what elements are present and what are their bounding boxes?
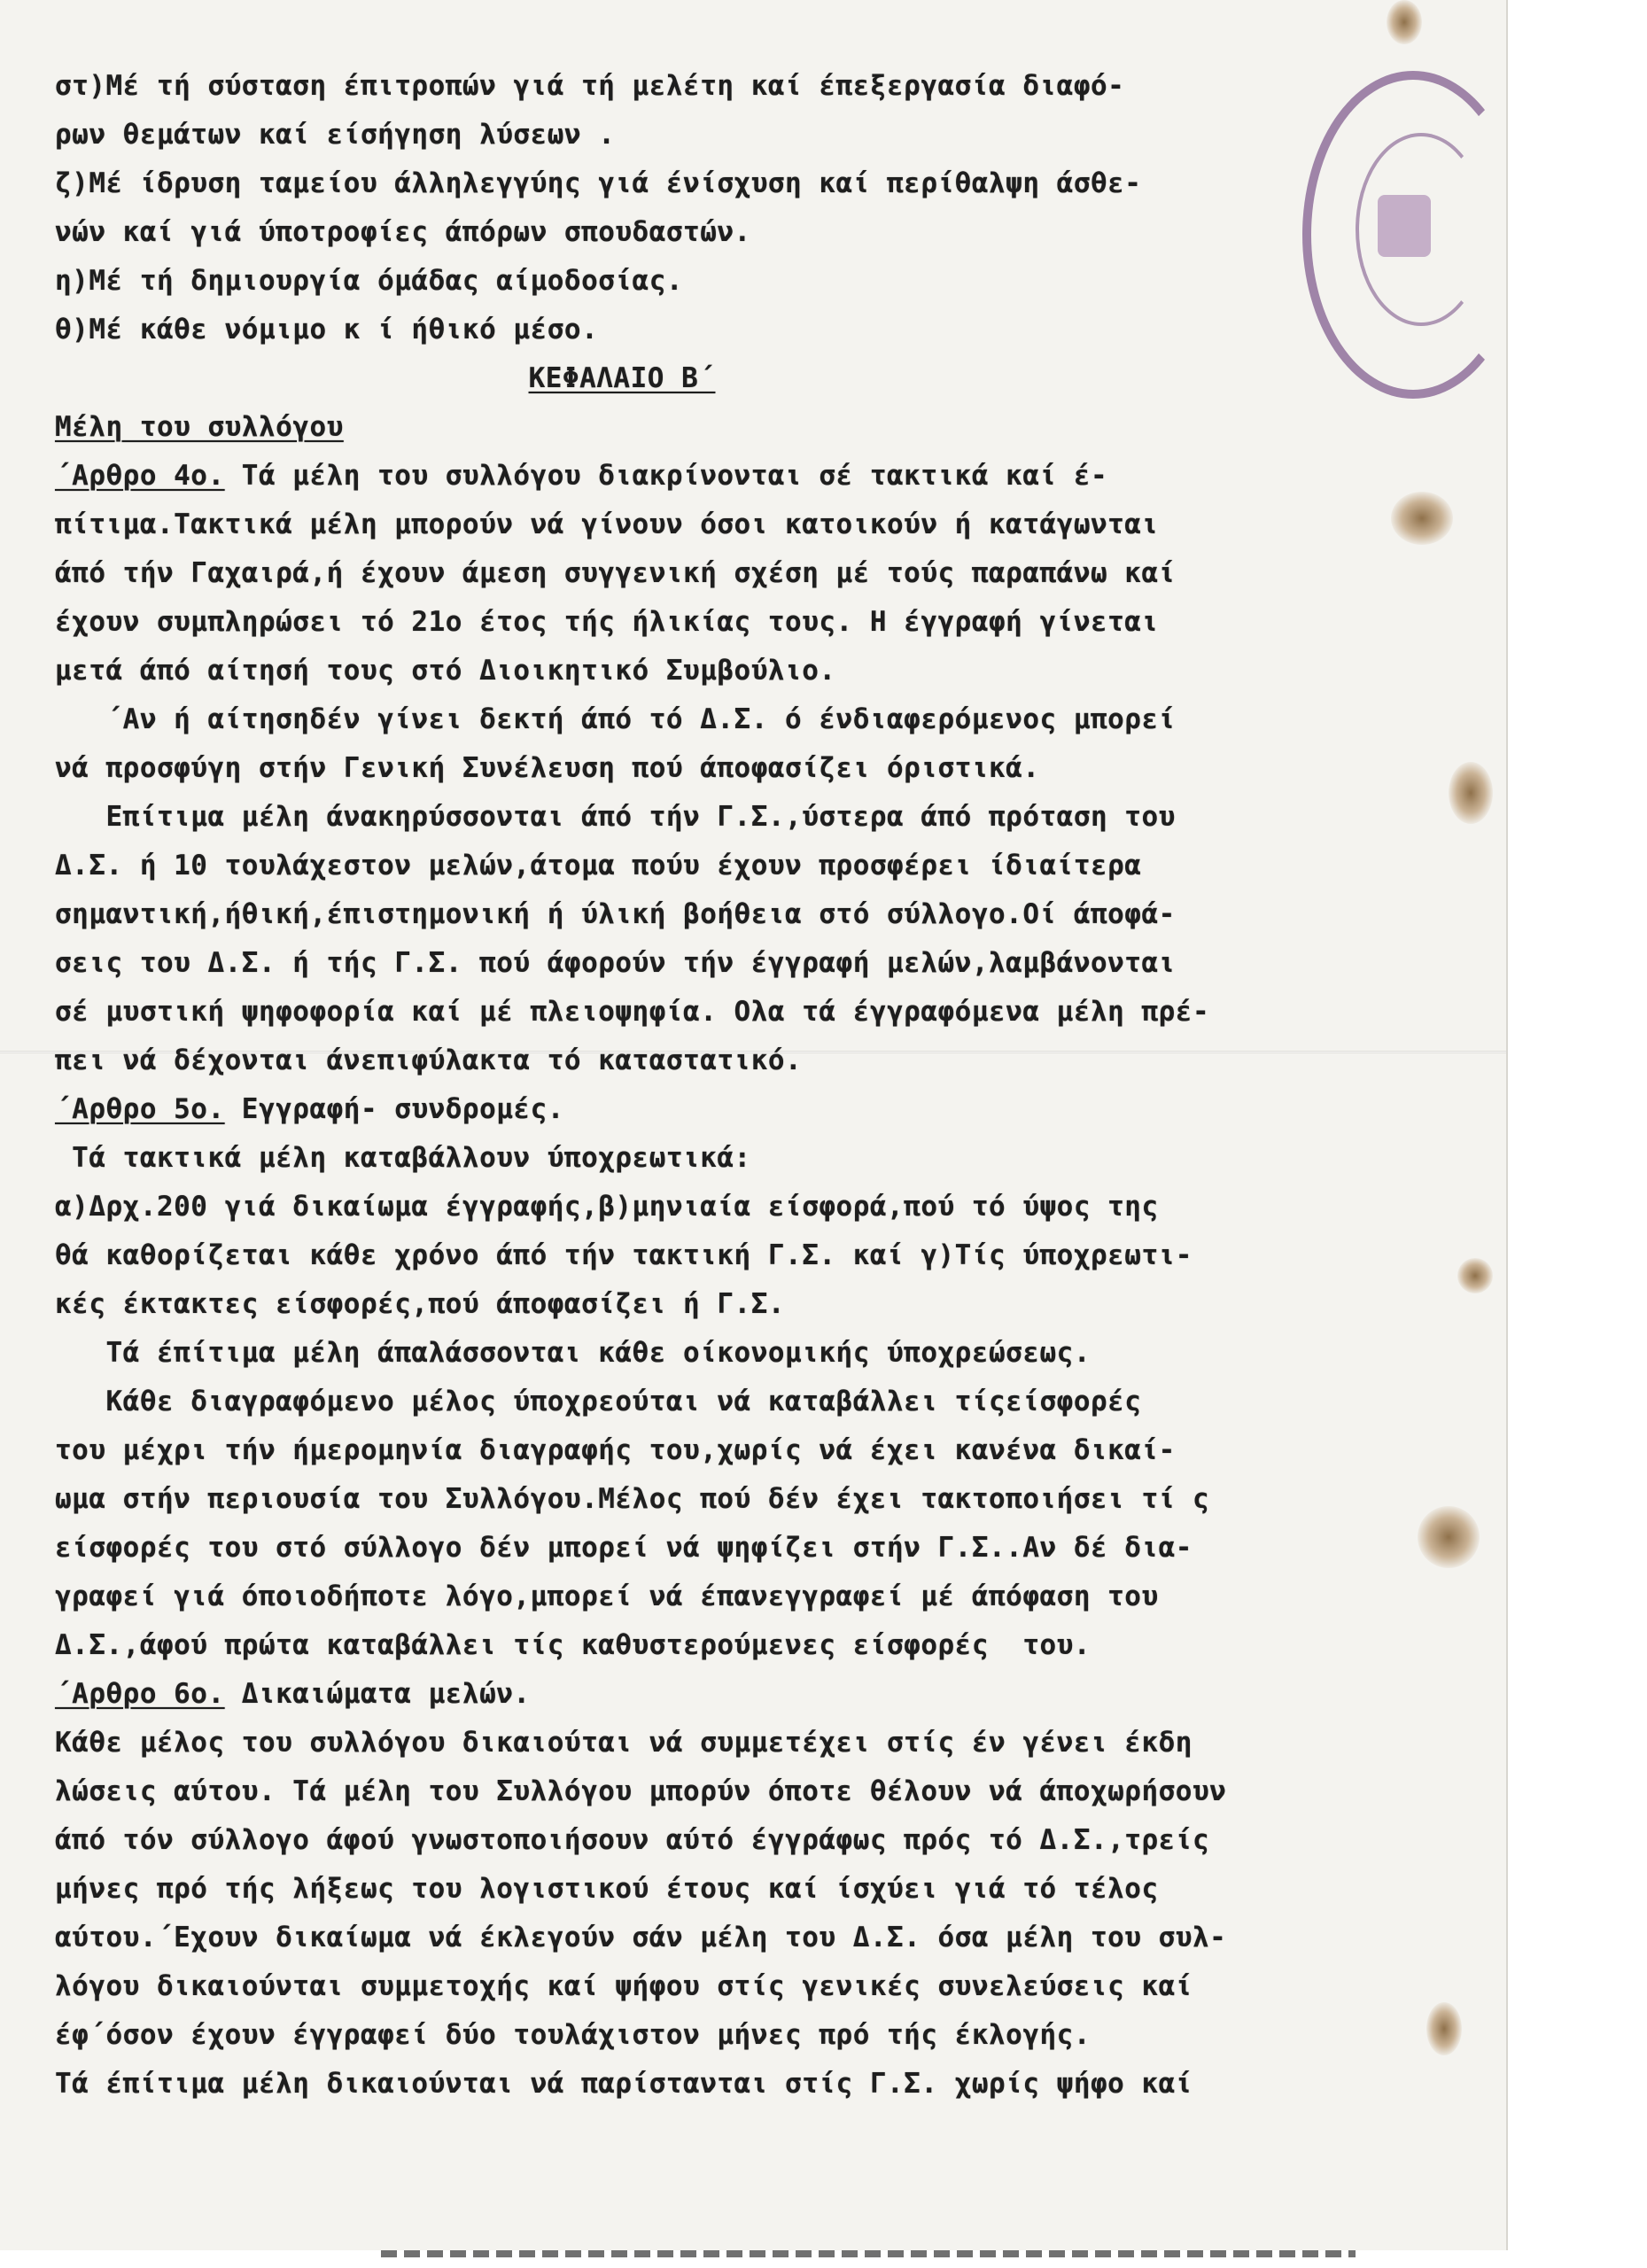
- text-line: σημαντική,ήθική,έπιστημονική ή ύλική βοήθεια στό σύλλογο.Οί άποφά-: [55, 898, 1176, 930]
- article-4-label: ΄Αρθρο 4ο.: [55, 460, 225, 492]
- stain-3: [1457, 1258, 1493, 1293]
- text-line: ΄Αν ή αίτησηδέν γίνει δεκτή άπό τό Δ.Σ. ό ένδιαφερόμενος μπορεί: [55, 703, 1176, 735]
- text-line: πει νά δέχονται άνεπιφύλακτα τό καταστατικό.: [55, 1045, 803, 1076]
- text-line: Τά έπίτιμα μέλη άπαλάσσονται κάθε οίκονομικής ύποχρεώσεως.: [55, 1337, 1091, 1369]
- chapter-heading: [55, 354, 1384, 403]
- article-6-heading: [55, 1670, 1384, 1719]
- text-line: Τά τακτικά μέλη καταβάλλουν ύποχρεωτικά:: [55, 1142, 751, 1174]
- article-6-title: Δικαιώματα μελών.: [224, 1678, 531, 1710]
- text-line: η)Μέ τή δημιουργία όμάδας αίμοδοσίας.: [55, 265, 684, 297]
- text-line: Επίτιμα μέλη άνακηρύσσονται άπό τήν Γ.Σ.,ύστερα άπό πρόταση του: [55, 801, 1176, 833]
- section-heading: [55, 403, 1384, 452]
- text-line: λόγου δικαιούνται συμμετοχής καί ψήφου στίς γενικές συνελεύσεις καί: [55, 1970, 1193, 2002]
- stain-4: [1418, 1506, 1480, 1568]
- text-line: γραφεί γιά όποιοδήποτε λόγο,μπορεί νά έπανεγγραφεί μέ άπόφαση του: [55, 1581, 1159, 1612]
- stain-5: [1426, 2002, 1462, 2055]
- stain-2: [1449, 762, 1493, 824]
- text-line: νά προσφύγη στήν Γενική Συνέλευση πού άποφασίζει όριστικά.: [55, 752, 1040, 784]
- text-line: άπό τήν Γαχαιρά,ή έχουν άμεση συγγενική σχέση μέ τούς παραπάνω καί: [55, 557, 1176, 589]
- text-line: κές έκτακτες είσφορές,πού άποφασίζει ή Γ.Σ.: [55, 1288, 786, 1320]
- text-line: έχουν συμπληρώσει τό 21ο έτος τής ήλικίας τους. Η έγγραφή γίνεται: [55, 606, 1159, 638]
- text-line: Δ.Σ.,άφού πρώτα καταβάλλει τίς καθυστερούμενες είσφορές του.: [55, 1629, 1091, 1661]
- text-line: είσφορές του στό σύλλογο δέν μπορεί νά ψηφίζει στήν Γ.Σ..Αν δέ δια-: [55, 1532, 1193, 1564]
- chapter-heading-text: ΚΕΦΑΛΑΙΟ Β΄: [528, 362, 716, 394]
- text-line: Τά έπίτιμα μέλη δικαιούνται νά παρίστανται στίς Γ.Σ. χωρίς ψήφο καί: [55, 2068, 1193, 2100]
- article-5-title: Εγγραφή- συνδρομές.: [224, 1093, 564, 1125]
- text-line: άπό τόν σύλλογο άφού γνωστοποιήσουν αύτό έγγράφως πρός τό Δ.Σ.,τρείς: [55, 1824, 1210, 1856]
- text-line: σέ μυστική ψηφοφορία καί μέ πλειοψηφία. Ολα τά έγγραφόμενα μέλη πρέ-: [55, 996, 1210, 1028]
- text-line: αύτου.΄Εχουν δικαίωμα νά έκλεγούν σάν μέλη του Δ.Σ. όσα μέλη του συλ-: [55, 1922, 1227, 1953]
- text-line: στ)Μέ τή σύσταση έπιτροπών γιά τή μελέτη καί έπεξεργασία διαφό-: [55, 70, 1125, 102]
- text-line: λώσεις αύτου. Τά μέλη του Συλλόγου μπορύν όποτε θέλουν νά άποχωρήσουν: [55, 1775, 1227, 1807]
- article-4-first-line: [55, 452, 1384, 501]
- text-line: ρων θεμάτων καί είσήγηση λύσεων .: [55, 119, 616, 151]
- text-line: α)Δρχ.200 γιά δικαίωμα έγγραφής,β)μηνιαία είσφορά,πού τό ύψος της: [55, 1191, 1159, 1223]
- article-5-heading: [55, 1085, 1384, 1134]
- scan-edge-artifact: [381, 2250, 1356, 2257]
- text-line: Κάθε μέλος του συλλόγου δικαιούται νά συμμετέχει στίς έν γένει έκδη: [55, 1727, 1193, 1759]
- text-line: του μέχρι τήν ήμερομηνία διαγραφής του,χωρίς νά έχει κανένα δικαί-: [55, 1434, 1176, 1466]
- text-line: νών καί γιά ύποτροφίες άπόρων σπουδαστών.: [55, 216, 751, 248]
- article-5-label: ΄Αρθρο 5ο.: [55, 1093, 225, 1125]
- text-line: θ)Μέ κάθε νόμιμο κ ί ήθικό μέσο.: [55, 314, 599, 346]
- typed-text-body: [55, 62, 1384, 2109]
- text-line: Δ.Σ. ή 10 τουλάχεστον μελών,άτομα πούυ έχουν προσφέρει ίδιαίτερα: [55, 850, 1142, 882]
- text-line: έφ΄όσον έχουν έγγραφεί δύο τουλάχιστον μήνες πρό τής έκλογής.: [55, 2019, 1091, 2051]
- text-line: Κάθε διαγραφόμενο μέλος ύποχρεούται νά καταβάλλει τίςείσφορές: [55, 1386, 1142, 1418]
- text-line: ζ)Μέ ίδρυση ταμείου άλληλεγγύης γιά ένίσχυση καί περίθαλψη άσθε-: [55, 167, 1142, 199]
- text-line: σεις του Δ.Σ. ή τής Γ.Σ. πού άφορούν τήν έγγραφή μελών,λαμβάνονται: [55, 947, 1176, 979]
- stain-1: [1391, 492, 1453, 545]
- text-line: μήνες πρό τής λήξεως του λογιστικού έτους καί ίσχύει γιά τό τέλος: [55, 1873, 1159, 1905]
- official-stamp-emblem: [1378, 195, 1431, 257]
- article-6-label: ΄Αρθρο 6ο.: [55, 1678, 225, 1710]
- text-line: μετά άπό αίτησή τους στό Διοικητικό Συμβούλιο.: [55, 655, 836, 687]
- stain-6: [1387, 0, 1422, 44]
- text-line: θά καθορίζεται κάθε χρόνο άπό τήν τακτική Γ.Σ. καί γ)Τίς ύποχρεωτι-: [55, 1239, 1193, 1271]
- text-line: πίτιμα.Τακτικά μέλη μπορούν νά γίνουν όσοι κατοικούν ή κατάγωνται: [55, 509, 1159, 540]
- text-line: ωμα στήν περιουσία του Συλλόγου.Μέλος πού δέν έχει τακτοποιήσει τί ς: [55, 1483, 1210, 1515]
- text-line: Τά μέλη του συλλόγου διακρίνονται σέ τακτικά καί έ-: [224, 460, 1108, 492]
- section-heading-text: Μέλη του συλλόγου: [55, 411, 344, 443]
